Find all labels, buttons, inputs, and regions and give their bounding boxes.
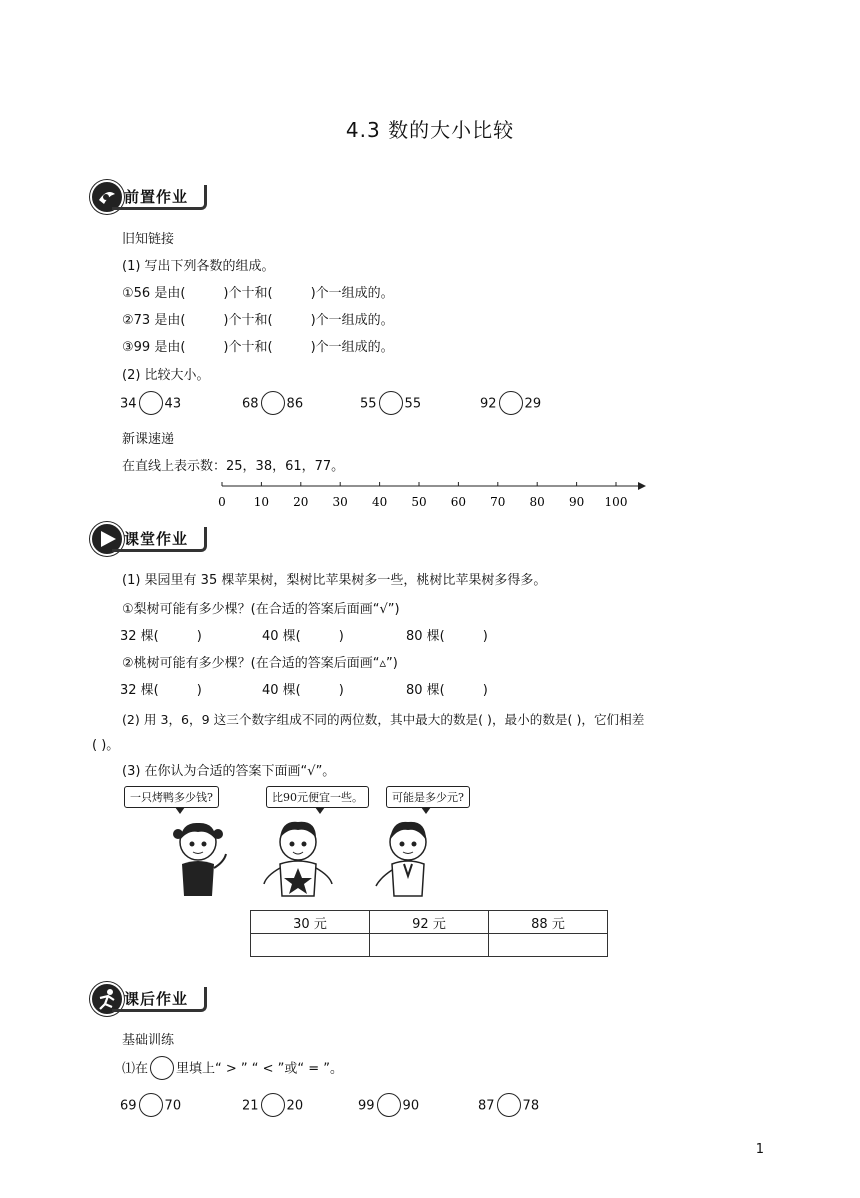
page-title: 4.3 数的大小比较 — [345, 118, 515, 142]
pear-option-1: 32 棵( ) — [120, 629, 202, 644]
answer-circle[interactable] — [139, 391, 163, 415]
price-table — [250, 910, 608, 957]
after-compare-pair-4: 87 78 — [478, 1094, 539, 1118]
number-line-label: 70 — [490, 495, 506, 509]
peach-option-3: 80 棵( ) — [406, 683, 488, 698]
question-1: (1) 写出下列各数的组成。 — [122, 259, 275, 274]
composition-item-3: ③99 是由( )个十和( )个一组成的。 — [122, 340, 394, 355]
class-question-1b: ②桃树可能有多少棵？(在合适的答案后面画“▵”) — [122, 656, 398, 671]
class-question-1: (1) 果园里有 35 棵苹果树，梨树比苹果树多一些，桃树比苹果树多得多。 — [122, 573, 547, 588]
number-line-label: 50 — [411, 495, 427, 509]
pear-option-2: 40 棵( ) — [262, 629, 344, 644]
number-line-label: 30 — [332, 495, 348, 509]
boy-illustration — [372, 812, 442, 902]
after-compare-pair-1: 69 70 — [120, 1094, 181, 1118]
answer-cell[interactable] — [489, 934, 608, 957]
section-banner-label: 课后作业 — [124, 990, 189, 1008]
pear-option-3: 80 棵( ) — [406, 629, 488, 644]
page-number: 1 — [755, 1142, 764, 1157]
number-line-label: 90 — [568, 495, 585, 509]
new-lesson-heading: 新课速递 — [122, 432, 175, 447]
speech-bubble-1: 一只烤鸭多少钱? — [124, 786, 219, 808]
number-line — [210, 476, 650, 516]
class-question-2-cont: ( )。 — [92, 738, 120, 753]
answer-circle[interactable] — [497, 1093, 521, 1117]
answer-circle[interactable] — [377, 1093, 401, 1117]
class-question-1a: ①梨树可能有多少棵？(在合适的答案后面画“√”) — [122, 602, 400, 617]
compare-pair-4: 92 29 — [480, 392, 541, 416]
basic-training-heading: 基础训练 — [122, 1033, 175, 1048]
answer-circle[interactable] — [261, 1093, 285, 1117]
girl-illustration — [168, 812, 238, 902]
compare-pair-2: 68 86 — [242, 392, 303, 416]
section-banner-pre — [88, 180, 210, 214]
numberline-prompt: 在直线上表示数：25，38，61，77。 — [122, 459, 345, 474]
number-line-label: 0 — [218, 495, 226, 509]
number-line-label: 40 — [371, 495, 388, 509]
peach-option-2: 40 棵( ) — [262, 683, 344, 698]
number-line-label: 80 — [529, 495, 545, 509]
price-cell: 88 元 — [489, 911, 608, 934]
number-line-label: 60 — [450, 495, 467, 509]
number-line-label: 20 — [293, 495, 309, 509]
peach-option-1: 32 棵( ) — [120, 683, 202, 698]
class-question-3: (3) 在你认为合适的答案下面画“√”。 — [122, 764, 336, 779]
answer-circle[interactable] — [499, 391, 523, 415]
speech-bubble-2: 比90元便宜一些。 — [266, 786, 369, 808]
section-banner-after — [88, 982, 210, 1016]
composition-item-1: ①56 是由( )个十和( )个一组成的。 — [122, 286, 394, 301]
compare-pair-3: 55 55 — [360, 392, 421, 416]
question-2: (2) 比较大小。 — [122, 368, 210, 383]
boy-star-illustration — [258, 812, 338, 902]
section-banner-class — [88, 522, 210, 556]
answer-cell[interactable] — [251, 934, 370, 957]
number-line-label: 10 — [253, 495, 270, 509]
answer-circle[interactable] — [139, 1093, 163, 1117]
after-question-1: ⑴在 里填上“ > ” “ < ”或“ = ”。 — [122, 1057, 343, 1081]
price-cell: 30 元 — [251, 911, 370, 934]
answer-cell[interactable] — [370, 934, 489, 957]
answer-circle[interactable] — [261, 391, 285, 415]
circle-symbol-icon — [150, 1056, 174, 1080]
answer-circle[interactable] — [379, 391, 403, 415]
class-question-2: (2) 用 3，6，9 这三个数字组成不同的两位数，其中最大的数是( )，最小的数是( )，它们相差 — [122, 712, 645, 727]
after-compare-pair-2: 21 20 — [242, 1094, 303, 1118]
price-cell: 92 元 — [370, 911, 489, 934]
compare-pair-1: 34 43 — [120, 392, 181, 416]
composition-item-2: ②73 是由( )个十和( )个一组成的。 — [122, 313, 394, 328]
section-banner-label: 课堂作业 — [124, 530, 189, 548]
section-banner-label: 前置作业 — [124, 188, 189, 206]
speech-bubble-3: 可能是多少元? — [386, 786, 470, 808]
after-compare-pair-3: 99 90 — [358, 1094, 419, 1118]
review-heading: 旧知链接 — [122, 232, 175, 247]
number-line-label: 100 — [604, 495, 628, 509]
